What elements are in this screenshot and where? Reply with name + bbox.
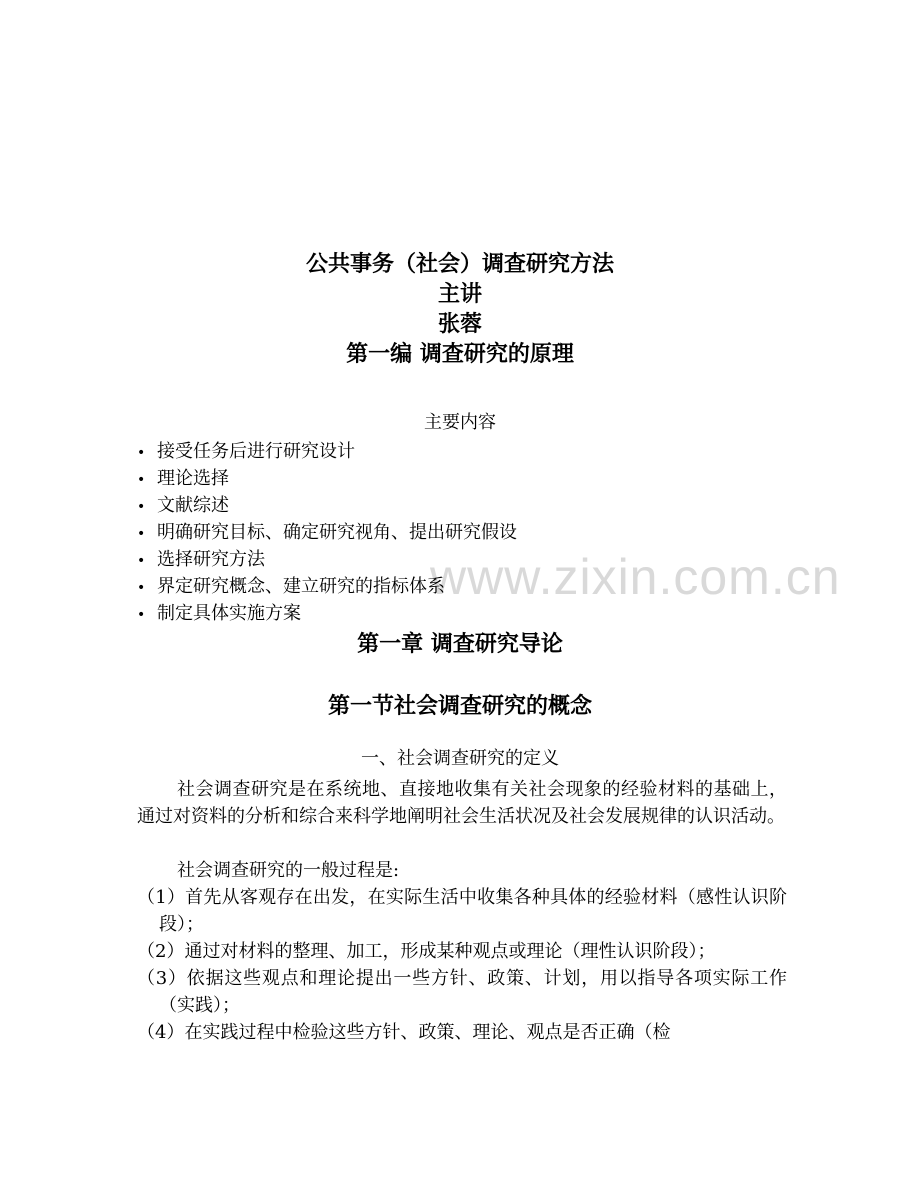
watermark: www.zixin.com.cn	[430, 549, 841, 605]
contents-item	[137, 465, 517, 492]
contents-list	[137, 438, 517, 627]
bullet-icon: •	[137, 607, 146, 623]
contents-item	[137, 546, 517, 573]
contents-heading: 主要内容	[424, 412, 496, 433]
bullet-icon: •	[137, 553, 146, 569]
title-block	[0, 250, 920, 370]
contents-item-label: 文献综述	[157, 495, 229, 516]
definition-paragraph: 社会调查研究是在系统地、直接地收集有关社会现象的经验材料的基础上，通过对资料的分析和综合来科学地阐明社会生活状况及社会发展规律的认识活动。	[137, 779, 787, 827]
contents-item	[137, 600, 517, 627]
section-title: 第一节社会调查研究的概念	[327, 694, 592, 719]
contents-item	[137, 438, 517, 465]
bullet-icon: •	[137, 580, 146, 596]
process-step: （2）通过对材料的整理、加工，形成某种观点或理论（理性认识阶段）；	[137, 941, 716, 962]
subsection-title: 一、社会调查研究的定义	[361, 748, 559, 769]
process-step: （3）依据这些观点和理论提出一些方针、政策、计划，用以指导各项实际工作（实践）；	[137, 968, 787, 1016]
bullet-icon: •	[137, 445, 146, 461]
process-steps	[137, 884, 787, 1046]
bullet-icon: •	[137, 526, 146, 542]
contents-item-label: 制定具体实施方案	[157, 603, 301, 624]
contents-item	[137, 573, 517, 600]
course-title: 公共事务（社会）调查研究方法	[305, 252, 614, 277]
contents-item	[137, 492, 517, 519]
contents-item-label: 接受任务后进行研究设计	[157, 441, 355, 462]
contents-item	[137, 519, 517, 546]
process-step: （1）首先从客观存在出发，在实际生活中收集各种具体的经验材料（感性认识阶段）；	[137, 887, 787, 935]
contents-item-label: 选择研究方法	[157, 549, 265, 570]
contents-item-label: 界定研究概念、建立研究的指标体系	[157, 576, 445, 597]
bullet-icon: •	[137, 499, 146, 515]
lecturer-name: 张蓉	[437, 312, 482, 337]
process-step: （4）在实践过程中检验这些方针、政策、理论、观点是否正确（检	[137, 1022, 671, 1043]
contents-item-label: 明确研究目标、确定研究视角、提出研究假设	[157, 522, 517, 543]
contents-item-label: 理论选择	[157, 468, 229, 489]
lecturer-label: 主讲	[437, 282, 482, 307]
bullet-icon: •	[137, 472, 146, 488]
part-title: 第一编 调查研究的原理	[346, 342, 574, 367]
chapter-title: 第一章 调查研究导论	[357, 632, 563, 657]
process-intro: 社会调查研究的一般过程是:	[177, 860, 400, 881]
